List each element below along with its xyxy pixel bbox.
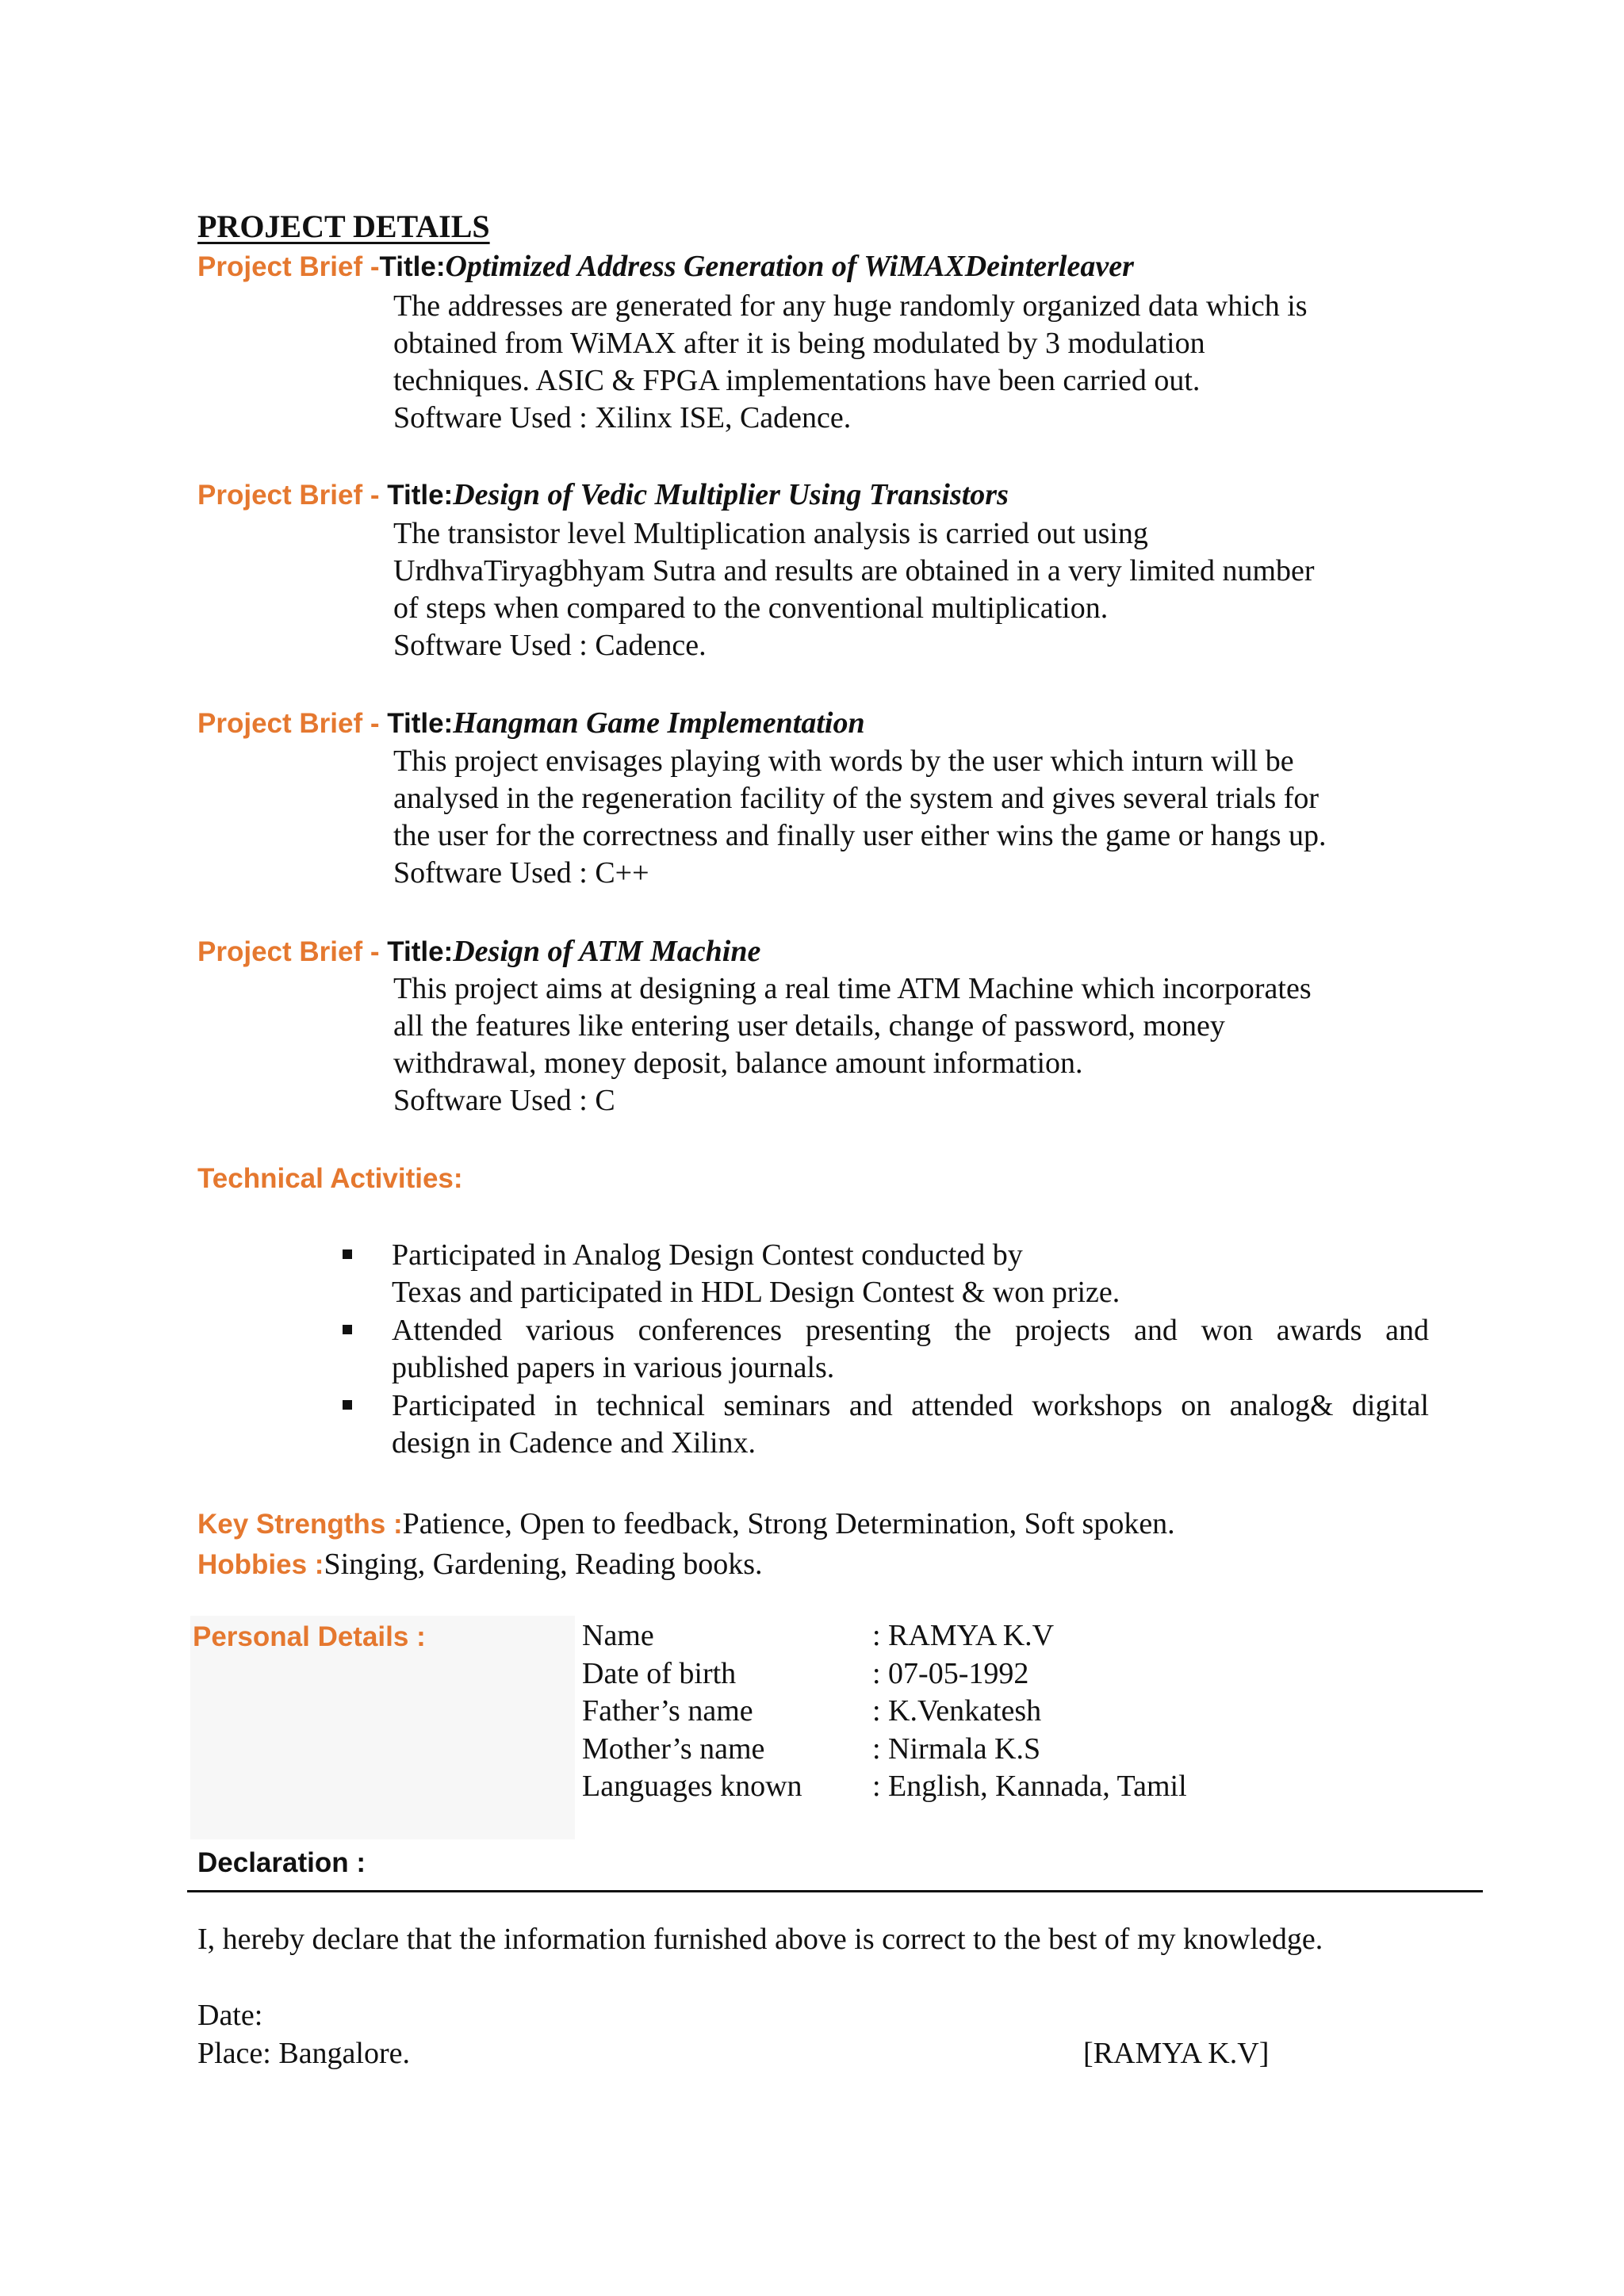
title-label: Title: [387, 480, 454, 511]
bullet-square-icon [343, 1249, 352, 1259]
detail-key: Date of birth [582, 1656, 737, 1690]
personal-detail-row [582, 1655, 1187, 1693]
project-title-line [197, 706, 865, 740]
bullet-line: Texas and participated in HDL Design Contest & won prize. [392, 1276, 1120, 1309]
detail-value: : RAMYA K.V [872, 1619, 1055, 1652]
software-used-line: Software Used : C [393, 1084, 615, 1117]
description-line: This project envisages playing with words by the user which inturn will be [393, 744, 1294, 778]
description-line: obtained from WiMAX after it is being modulated by 3 modulation [393, 327, 1205, 360]
project-description [393, 743, 1424, 892]
technical-activities-list [343, 1237, 1429, 1463]
hobbies-value: Singing, Gardening, Reading books. [324, 1548, 763, 1581]
description-line: The addresses are generated for any huge randomly organized data which is [393, 289, 1308, 323]
declaration-label: Declaration : [197, 1847, 366, 1878]
project-description [393, 515, 1424, 664]
personal-detail-row [582, 1768, 1187, 1806]
title-label: Title: [387, 936, 454, 967]
personal-details-label: Personal Details : [193, 1621, 426, 1652]
project-brief-label: Project Brief - [197, 936, 388, 967]
project-title-line [197, 934, 760, 969]
bullet-line: Participated in Analog Design Contest conducted by [392, 1238, 1023, 1272]
hobbies-line [197, 1547, 763, 1582]
hobbies-label: Hobbies : [197, 1549, 324, 1580]
technical-activities-label: Technical Activities: [197, 1163, 463, 1194]
personal-detail-row [582, 1617, 1187, 1655]
key-strengths-line [197, 1506, 1175, 1541]
project-brief-label: Project Brief - [197, 708, 388, 739]
section-heading-project-details: PROJECT DETAILS [197, 209, 490, 244]
signature-name: [RAMYA K.V] [1083, 2037, 1270, 2070]
project-title-line [197, 477, 1009, 512]
bullet-line: Participated in technical seminars and attended workshops on analog& digital [392, 1389, 1429, 1422]
personal-details-table [582, 1617, 1187, 1806]
software-used-line: Software Used : C++ [393, 856, 649, 890]
title-label: Title: [379, 251, 446, 282]
detail-key: Mother’s name [582, 1732, 765, 1766]
detail-key: Father’s name [582, 1694, 753, 1728]
project-brief-label: Project Brief - [197, 480, 388, 511]
place-label: Place: Bangalore. [197, 2037, 411, 2070]
title-label: Title: [387, 708, 454, 739]
description-line: of steps when compared to the conventional multiplication. [393, 591, 1109, 625]
project-title: Hangman Game Implementation [453, 706, 865, 740]
declaration-divider [187, 1890, 1483, 1892]
list-item [343, 1237, 1429, 1311]
software-used-line: Software Used : Cadence. [393, 629, 707, 662]
date-label: Date: [197, 1999, 263, 2032]
bullet-line: Attended various conferences presenting the projects and won awards and [392, 1314, 1429, 1347]
declaration-text: I, hereby declare that the information furnished above is correct to the best of my knowledge. [197, 1923, 1323, 1956]
detail-value: : English, Kannada, Tamil [872, 1770, 1187, 1803]
description-line: analysed in the regeneration facility of the system and gives several trials for [393, 782, 1320, 815]
project-description [393, 970, 1424, 1119]
description-line: techniques. ASIC & FPGA implementations have been carried out. [393, 364, 1201, 397]
detail-key: Name [582, 1619, 654, 1652]
description-line: UrdhvaTiryagbhyam Sutra and results are obtained in a very limited number [393, 554, 1315, 587]
detail-value: : K.Venkatesh [872, 1694, 1042, 1728]
bullet-square-icon [343, 1400, 352, 1410]
list-item [343, 1387, 1429, 1462]
personal-detail-row [582, 1693, 1187, 1731]
detail-value: : 07-05-1992 [872, 1656, 1029, 1690]
description-line: the user for the correctness and finally user either wins the game or hangs up. [393, 819, 1327, 852]
detail-value: : Nirmala K.S [872, 1732, 1041, 1766]
description-line: The transistor level Multiplication analysis is carried out using [393, 517, 1148, 550]
project-description [393, 288, 1424, 437]
bullet-line: design in Cadence and Xilinx. [392, 1426, 756, 1460]
project-title: Design of Vedic Multiplier Using Transistors [453, 478, 1009, 511]
software-used-line: Software Used : Xilinx ISE, Cadence. [393, 401, 852, 434]
project-title: Design of ATM Machine [453, 935, 761, 968]
list-item [343, 1312, 1429, 1387]
description-line: withdrawal, money deposit, balance amount information. [393, 1047, 1083, 1080]
description-line: This project aims at designing a real time ATM Machine which incorporates [393, 972, 1312, 1005]
description-line: all the features like entering user details, change of password, money [393, 1009, 1225, 1043]
detail-key: Languages known [582, 1770, 802, 1803]
key-strengths-value: Patience, Open to feedback, Strong Determination, Soft spoken. [402, 1507, 1175, 1540]
bullet-line: published papers in various journals. [392, 1351, 835, 1384]
project-title-line [197, 249, 1134, 284]
key-strengths-label: Key Strengths : [197, 1509, 403, 1540]
bullet-square-icon [343, 1325, 352, 1334]
personal-detail-row [582, 1731, 1187, 1769]
project-brief-label: Project Brief - [197, 251, 380, 282]
project-title: Optimized Address Generation of WiMAXDeinterleaver [445, 250, 1134, 283]
